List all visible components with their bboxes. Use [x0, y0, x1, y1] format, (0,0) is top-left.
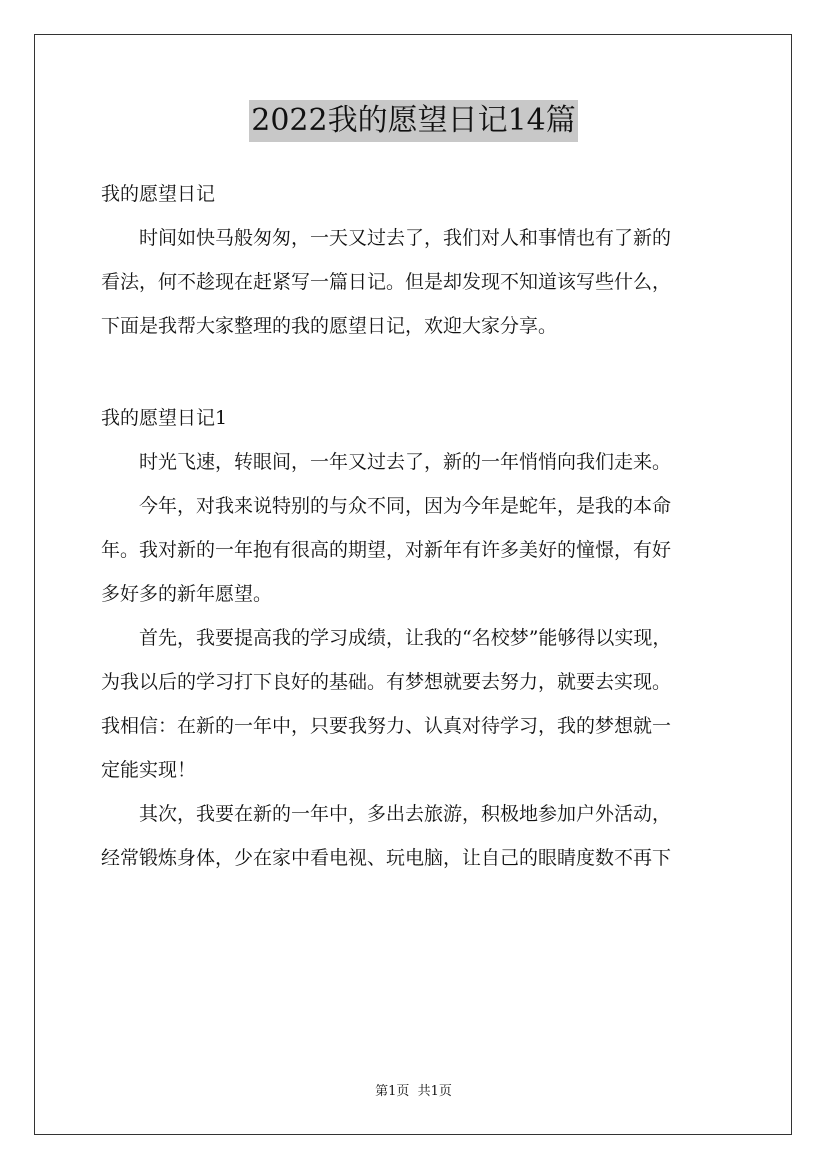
page-total: 共1页: [417, 1084, 452, 1099]
text-line: 下面是我帮大家整理的我的愿望日记，欢迎大家分享。: [101, 315, 558, 337]
paragraph: [101, 616, 731, 792]
text-line: 看法，何不趁现在赶紧写一篇日记。但是却发现不知道该写些什么，: [101, 271, 672, 293]
page-number: 第1页: [375, 1084, 410, 1099]
text-line: 时间如快马般匆匆，一天又过去了，我们对人和事情也有了新的: [139, 227, 672, 249]
text-line: 今年，对我来说特别的与众不同，因为今年是蛇年，是我的本命: [139, 495, 672, 517]
paragraph: [101, 440, 731, 484]
document-title: 2022我的愿望日记14篇: [249, 100, 578, 142]
text-line: 多好多的新年愿望。: [101, 583, 273, 605]
text-line: 经常锻炼身体，少在家中看电视、玩电脑，让自己的眼睛度数不再下: [101, 847, 672, 869]
intro-paragraph: [101, 216, 731, 348]
page-footer: [0, 1082, 827, 1102]
text-line: 定能实现！: [101, 759, 197, 781]
document-body: [101, 172, 731, 880]
paragraph: [101, 792, 731, 880]
text-line: 其次，我要在新的一年中，多出去旅游，积极地参加户外活动，: [139, 803, 672, 825]
text-line: 我相信：在新的一年中，只要我努力、认真对待学习，我的梦想就一: [101, 715, 672, 737]
paragraph: [101, 484, 731, 616]
text-line: 年。我对新的一年抱有很高的期望，对新年有许多美好的憧憬，有好: [101, 539, 672, 561]
blank-gap: [101, 348, 731, 396]
text-line: 首先，我要提高我的学习成绩，让我的“名校梦”能够得以实现，: [139, 627, 672, 649]
text-line: 为我以后的学习打下良好的基础。有梦想就要去努力，就要去实现。: [101, 671, 672, 693]
text-line: 时光飞速，转眼间，一年又过去了，新的一年悄悄向我们走来。: [139, 451, 672, 473]
section1-heading: 我的愿望日记1: [101, 407, 228, 429]
title-wrap: [0, 100, 827, 142]
intro-heading: 我的愿望日记: [101, 183, 216, 205]
